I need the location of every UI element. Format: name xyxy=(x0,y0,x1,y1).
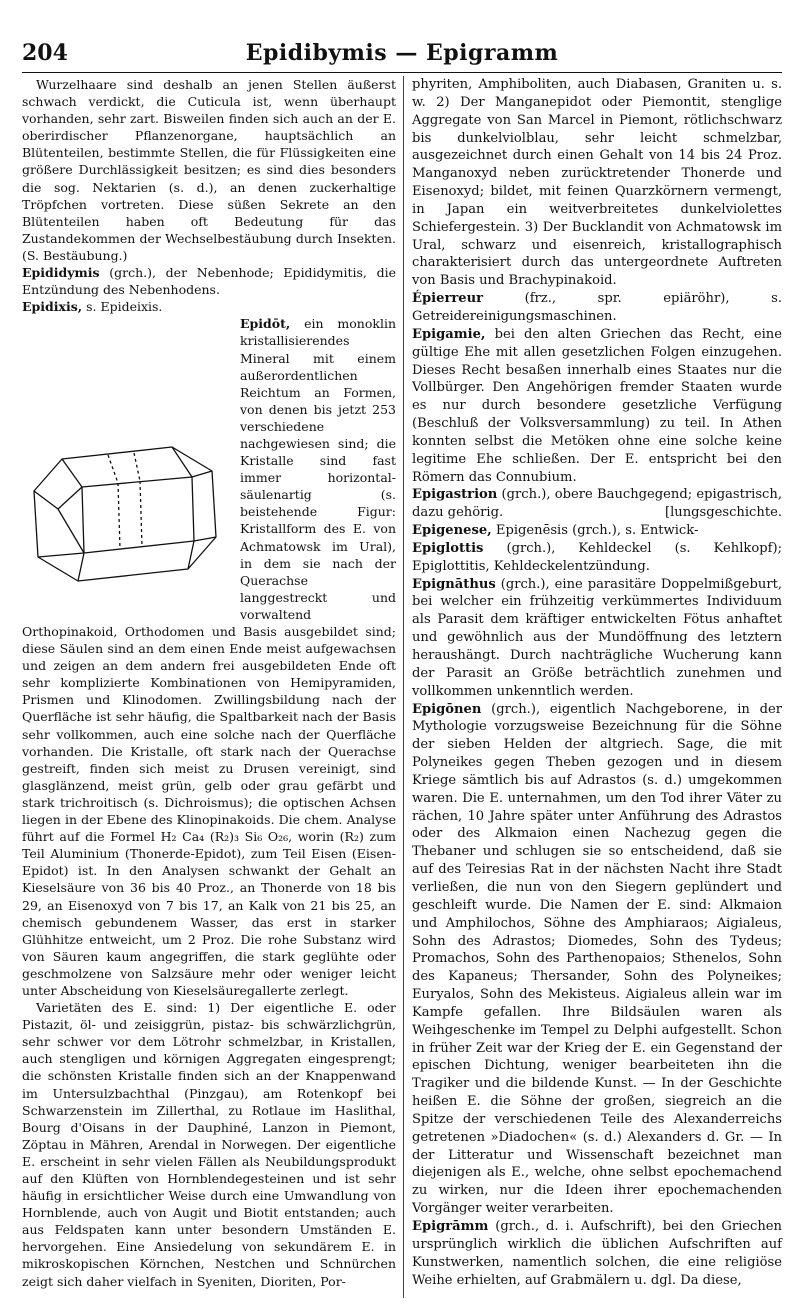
right-column xyxy=(412,76,782,1289)
entry-epidot xyxy=(22,315,396,999)
column-divider xyxy=(403,76,404,1298)
entry-epigastrion-text: (grch.), obere Bauchgegend; epigastrisch, dazu gehörig. xyxy=(412,487,782,521)
lemma-epidot: Epidōt, xyxy=(240,316,291,332)
lemma-epierreur: Épierreur xyxy=(412,291,483,307)
entry-epidixis-text: s. Epideixis. xyxy=(82,299,163,315)
entry-epigamie-text: bei den alten Griechen das Recht, eine gültige Ehe mit allen gesetzlichen Folgen einzugehen. Dieses Recht besaßen innerhalb eines Staates nur die Vollbürger. Den Angehörigen fremder Staaten wurde es nur durch besondere gesetzliche Verfügung (Beschluß der Volksversammlung) zu teil. In Athen konnten selbst die Metöken ohne eine solche keine legitime Ehe schließen. Der E. entspricht bei den Römern das Connubium. xyxy=(412,326,782,485)
page-header xyxy=(22,38,782,70)
lemma-epigramm: Epigrāmm xyxy=(412,1219,489,1234)
lemma-epigastrion: Epigastrion xyxy=(412,487,498,503)
entry-epidot-text-a: ein monoklin kristallisierendes Mineral mit einem außerordentlichen Reichtum an Formen, von denen bis jetzt 253 verschiedene nachgewiesen sind; die Kristalle sind fast immer horizontal-säulenartig (s. beistehende Figur: Kristallform des E. von Achmatowsk im Ural), in dem sie nach der Querachse langgestreckt und vorwaltend Orthopinakoid, Orthodomen und Basis ausgebildet sind; diese Säulen sind an dem einen Ende meist aufgewachsen und zeigen an dem andern frei ausgebildeten Ende oft sehr komplizierte Kombinationen von Hemipyramiden, Prismen und Klinodomen. Zwillingsbildung nach der Querfläche ist sehr häufig, die Spaltbarkeit nach der Basis sehr vollkommen, auch eine solche nach der Querfläche vorhanden. Die Kristalle, oft stark nach der Querachse gestreift, finden sich meist zu Drusen vereinigt, sind glasglänzend, meist grün, gelb oder grau gefärbt und stark trichroitisch (s. Dichroismus); die optischen Achsen liegen in der Ebene des Klinopinakoids. Die chem. Analyse führt auf die Formel xyxy=(22,316,396,845)
entry-epididymis-text: (grch.), der Nebenhode; Epididymitis, die Entzündung des Nebenhodens. xyxy=(22,265,396,298)
crystal-figure xyxy=(22,419,232,609)
entry-epigastrion xyxy=(412,486,782,522)
entry-epidermis-continued: Wurzelhaare sind deshalb an jenen Stellen äußerst schwach verdickt, die Cuticula ist, wenn überhaupt vorhanden, sehr zart. Bisweilen finden sich auch an der E. oberirdischer Pflanzenorgane, hauptsächlich an Blütenteilen, bestimmte Stellen, die für Flüssigkeiten eine größere Durchlässigkeit besitzen; es sind dies besonders die sog. Nektarien (s. d.), an denen zuckerhaltige Tröpfchen vortreten. Diese süßen Sekrete an den Blütenteilen haben oft Bedeutung für das Zustandekommen der Wechselbestäubung durch Insekten. (S. Bestäubung.) xyxy=(22,77,396,263)
entry-epierreur-text: (frz., spr. epiäröhr), s. Getreidereinigungsmaschinen. xyxy=(412,291,782,324)
epidote-crystal-drawing xyxy=(22,419,227,599)
entry-epigamie xyxy=(412,326,782,487)
left-column xyxy=(22,76,396,1290)
running-title: Epidibymis — Epigramm xyxy=(245,40,559,66)
entry-epigonen-text: (grch.), eigentlich Nachgeborene, in der Mythologie vorzugsweise Bezeichnung für die Söhne der sieben Helden der altgriech. Sage, die mit Polyneikes gegen Theben gezogen und in diesem Kriege sämtlich bis auf Adrastos (s. d.) umgekommen waren. Die E. unternahmen, um den Tod ihrer Väter zu rächen, 10 Jahre später unter Anführung des Adrastos oder des Alkmaion einen Nachezug gegen die Thebaner und schlugen sie so entscheidend, daß sie auf des Teiresias Rat in der nächsten Nacht ihre Stadt verließen, die nun von den Siegern geplündert und geschleift wurde. Die Namen der E. sind: Alkmaion und Amphilochos, Söhne des Amphiaraos; Aigialeus, Sohn des Adrastos; Diomedes, Sohn des Tydeus; Promachos, Sohn des Parthenopaios; Sthenelos, Sohn des Kapaneus; Thersander, Sohn des Polyneikes; Euryalos, Sohn des Mekisteus. Aigialeus allein war im Kampfe gefallen. Ihre Bildsäulen waren als Weihgeschenke im Tempel zu Delphi aufgestellt. Schon in früher Zeit war der Krieg der E. ein Gegenstand der epischen Dichtung, weniger bearbeiteten ihn die Tragiker und die bildende Kunst. — In der Geschichte heißen E. die Söhne der großen, siegreich an die Spitze der verschiedenen Teile des Alexanderreichs getretenen »Diadochen« (s. d.) Alexanders d. Gr. — In der Litteratur und Wissenschaft bezeichnet man diejenigen als E., welche, ohne selbst epochemachend zu wirken, nur die Ideen ihrer epochemachenden Vorgänger weiter verarbeiten. xyxy=(412,701,782,1217)
entry-epididymis xyxy=(22,264,396,298)
entry-epiglottis xyxy=(412,540,782,576)
entry-epidot-varieties: Varietäten des E. sind: 1) Der eigentliche E. oder Pistazit, öl- und zeisiggrün, pistaz- bis schwärzlichgrün, sehr schwer vor dem Lötrohr schmelzbar, in Kristallen, auch stengligen und körnigen Aggregaten eingesprengt; die schönsten Kristalle finden sich an der Knappenwand im Untersulzbachthal (Pinzgau), am Rotenkopf bei Schwarzenstein im Zillerthal, zu Rotlaue im Haslithal, Bourg d'Oisans in der Dauphiné, Lanzon in Piemont, Zöptau in Mähren, Arendal in Norwegen. Der eigentliche E. erscheint in sehr vielen Fällen als Neubildungsprodukt auf den Klüften von Hornblendegesteinen und ist sehr häufig in ersichtlicher Weise durch eine Umwandlung von Hornblende, auch von Augit und Biotit entstanden; auch aus Feldspaten kann unter besondern Umständen E. hervorgehen. Eine Ansiedelung von sekundärem E. in mikroskopischen Körnchen, Nestchen und Schnürchen zeigt sich daher vielfach in Syeniten, Dioriten, Por- xyxy=(22,1000,396,1289)
entry-epiglottis-text: (grch.), Kehldeckel (s. Kehlkopf); Epiglottitis, Kehldeckelentzündung. xyxy=(412,540,782,574)
lemma-epigonen: Epigōnen xyxy=(412,701,482,717)
entry-epignathus xyxy=(412,576,782,701)
entry-epierreur xyxy=(412,290,782,326)
entry-epigenese xyxy=(412,522,782,540)
header-rule xyxy=(22,72,782,73)
page-number: 204 xyxy=(22,40,68,66)
chemical-formula: H₂ Ca₄ (R₂)₃ Si₆ O₂₆ xyxy=(160,829,289,845)
lemma-epigenese: Epigenese, xyxy=(412,523,492,539)
entry-epidot-text-b: , worin (R₂) zum Teil Aluminium (Thonerde-Epidot), zum Teil Eisen (Eisen-Epidot) ist. In den Analysen schwankt der Gehalt an Kieselsäure von 36 bis 40 Proz., an Thonerde von 18 bis 29, an Eisenoxyd von 7 bis 17, an Kalk von 21 bis 25, an chemisch gebundenem Wasser, das erst in starker Glühhitze entweicht, um 2 Proz. Die rohe Substanz wird von Säuren kaum angegriffen, die stark geglühte oder geschmolzene von Salzsäure mehr oder weniger leicht unter Abscheidung von Kieselsäuregallerte zerlegt. xyxy=(22,829,396,998)
entry-epigramm xyxy=(412,1218,782,1289)
lemma-epididymis: Epididymis xyxy=(22,265,100,281)
entry-epignathus-text: (grch.), eine parasitäre Doppelmißgeburt, bei welcher ein frühzeitig verkümmertes Individuum als Parasit dem kräftiger entwickelten Fötus anhaftet und gewöhnlich aus der Mundöffnung des letztern heraushängt. Durch nachträgliche Wucherung kann der Parasit an Größe beträchtlich zunehmen und vollkommen unkenntlich werden. xyxy=(412,576,782,699)
lemma-epigamie: Epigamie, xyxy=(412,326,486,342)
lemma-epidixis: Epidixis, xyxy=(22,299,83,315)
lemma-epignathus: Epignāthus xyxy=(412,576,496,592)
lemma-epiglottis: Epiglottis xyxy=(412,540,484,556)
entry-epigramm-text: (grch., d. i. Aufschrift), bei den Griechen ursprünglich wirklich die üblichen Aufschriften auf Kunstwerken, namentlich solchen, die eine religiöse Weihe erhielten, auf Grabmälern u. dgl. Da diese, xyxy=(412,1219,782,1288)
entry-epidot-continued: phyriten, Amphiboliten, auch Diabasen, Graniten u. s. w. 2) Der Manganepidot oder Piemontit, stenglige Aggregate von San Marcel in Piemont, rötlichschwarz bis dunkelviolblau, sehr leicht schmelzbar, ausgezeichnet durch einen Gehalt von 14 bis 24 Proz. Manganoxyd neben zurücktretender Thonerde und Eisenoxyd; bildet, mit feinen Quarzkörnern vermengt, in Japan ein weitverbreitetes dunkelviolettes Schiefergestein. 3) Der Bucklandit von Achmatowsk im Ural, schwarz und eisenreich, kristallographisch charakterisiert durch das untergeordnete Auftreten von Basis und Brachypinakoid. xyxy=(412,77,782,289)
entry-epigenese-text: Epigenēsis (grch.), s. Entwick- xyxy=(491,523,699,539)
entry-epigonen xyxy=(412,701,782,1218)
entry-epidixis xyxy=(22,298,396,315)
entry-carryover-tail: [lungsgeschichte. xyxy=(664,505,782,521)
